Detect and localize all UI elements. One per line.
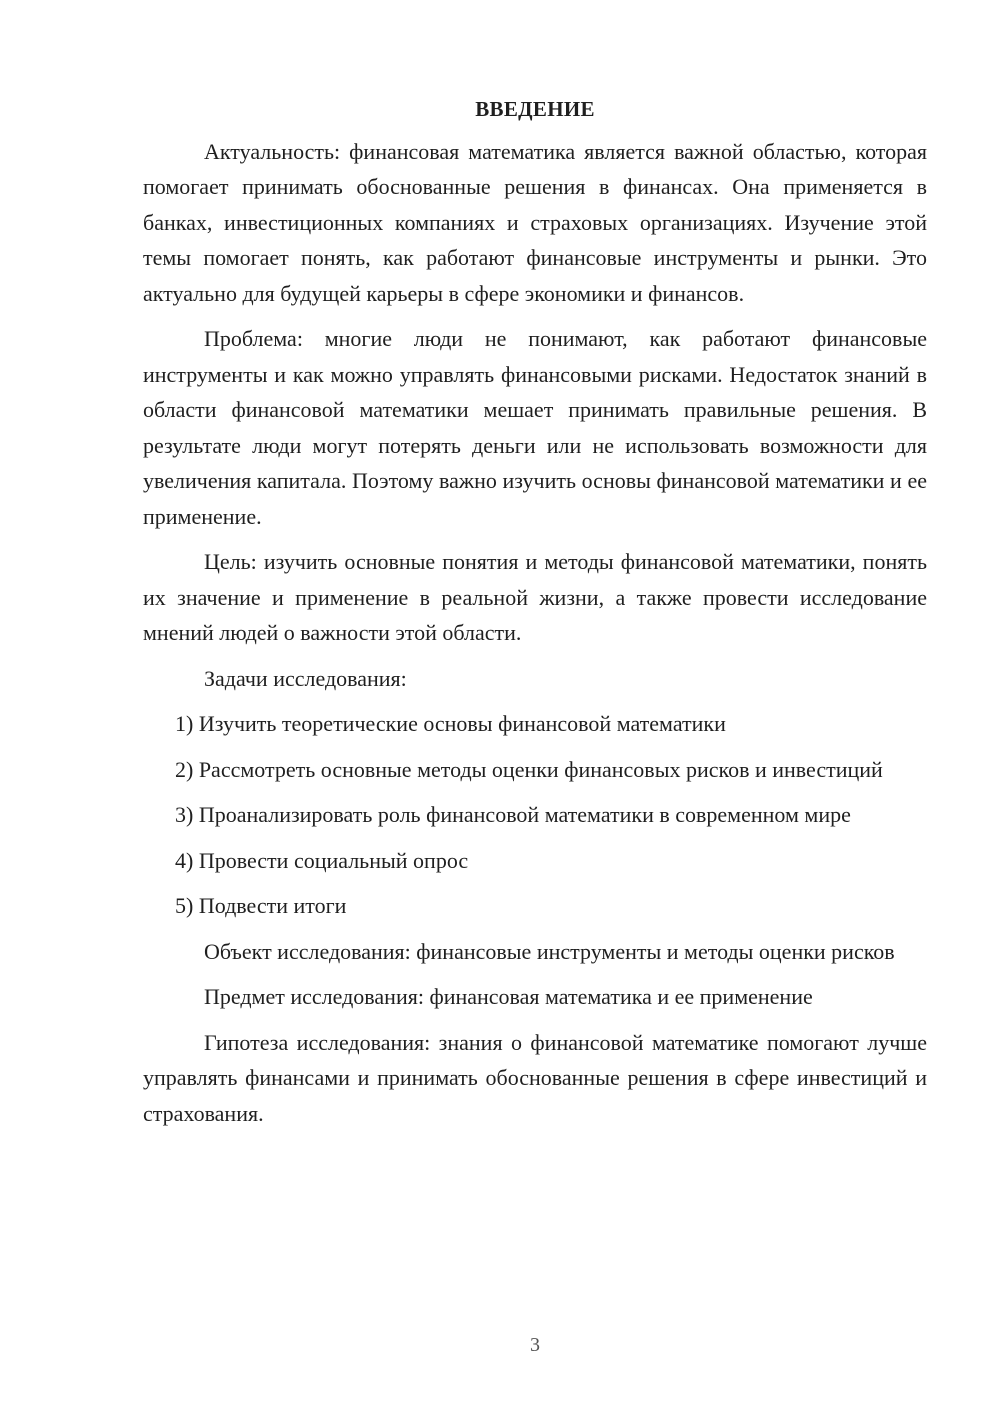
- task-item: 5) Подвести итоги: [175, 893, 347, 918]
- problem-paragraph: Проблема: многие люди не понимают, как работают финансовые инструменты и как можно управлять финансовыми рисками. Недостаток знаний в области финансовой математики мешает принимать правильные решения. В результате люди могут потерять деньги или не использовать возможности для увеличения капитала. Поэтому важно изучить основы финансовой математики и ее применение.: [143, 326, 927, 529]
- hypothesis-paragraph: Гипотеза исследования: знания о финансовой математике помогают лучше управлять финансами и принимать обоснованные решения в сфере инвестиций и страхования.: [143, 1029, 927, 1126]
- page-number: 3: [530, 1334, 540, 1356]
- object-paragraph: Объект исследования: финансовые инструменты и методы оценки рисков: [204, 938, 895, 964]
- task-item: 1) Изучить теоретические основы финансовой математики: [175, 711, 726, 736]
- tasks-heading: Задачи исследования:: [204, 665, 407, 691]
- goal-paragraph: Цель: изучить основные понятия и методы финансовой математики, понять их значение и применение в реальной жизни, а также провести исследование мнений людей о важности этой области.: [143, 549, 927, 645]
- task-item: 3) Проанализировать роль финансовой математики в современном мире: [175, 802, 851, 827]
- page-body: [143, 92, 927, 1141]
- task-item: 4) Провести социальный опрос: [175, 847, 469, 873]
- section-title: ВВЕДЕНИЕ: [475, 97, 595, 121]
- task-item: 2) Рассмотреть основные методы оценки финансовых рисков и инвестиций: [175, 756, 883, 782]
- subject-paragraph: Предмет исследования: финансовая математика и ее применение: [204, 984, 813, 1009]
- relevance-paragraph: Актуальность: финансовая математика является важной областью, которая помогает принимать обоснованные решения в финансах. Она применяется в банках, инвестиционных компаниях и страховых организациях. Изучение этой темы помогает понять, как работают финансовые инструменты и рынки. Это актуально для будущей карьеры в сфере экономики и финансов.: [143, 138, 927, 306]
